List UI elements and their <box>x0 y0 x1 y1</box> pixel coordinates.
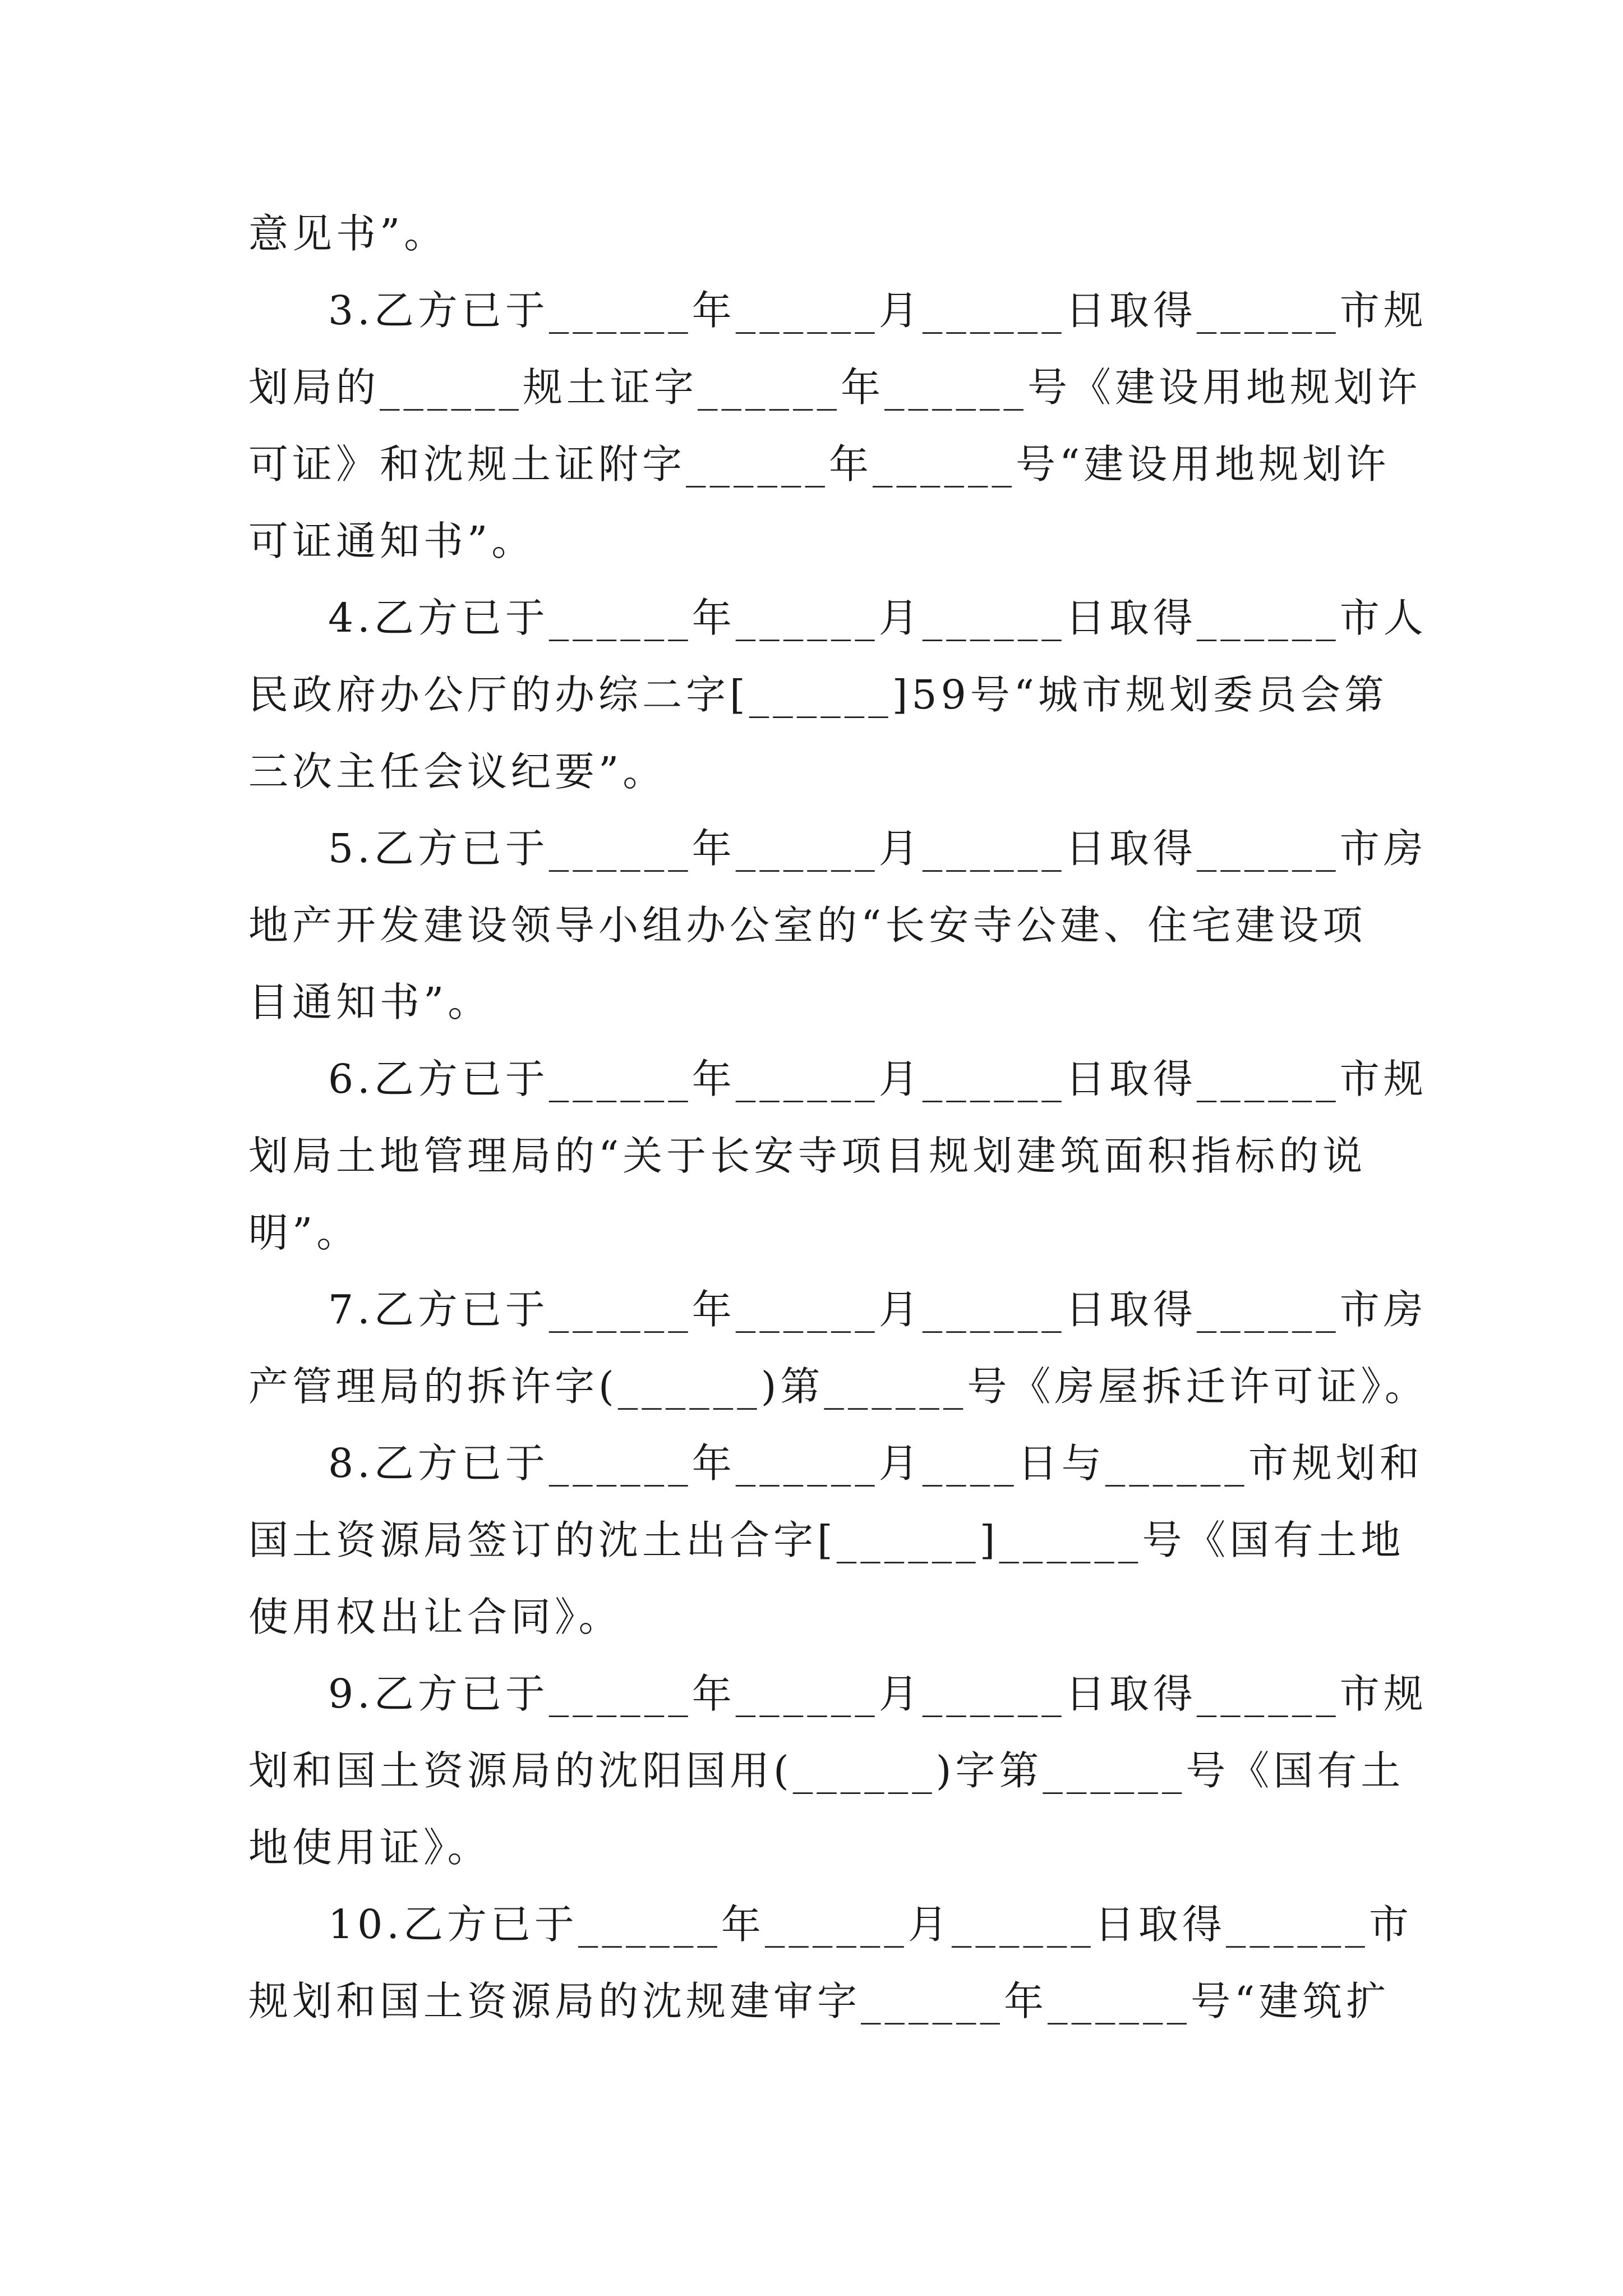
text-line: 目通知书”。 <box>248 979 492 1025</box>
text-line: 地产开发建设领导小组办公室的“长安寺公建、住宅建设项 <box>248 902 1367 949</box>
text-line: 民政府办公厅的办综二字[______]59号“城市规划委员会第 <box>248 671 1389 718</box>
text-line: 9.乙方已于______年______月______日取得______市规 <box>328 1671 1427 1717</box>
text-line: 3.乙方已于______年______月______日取得______市规 <box>328 287 1427 334</box>
text-line: 地使用证》。 <box>248 1824 491 1871</box>
text-line: 产管理局的拆许字(______)第______号《房屋拆迁许可证》。 <box>248 1363 1428 1410</box>
text-line: 划局土地管理局的“关于长安寺项目规划建筑面积指标的说 <box>248 1133 1367 1179</box>
text-line: 三次主任会议纪要”。 <box>248 748 667 795</box>
text-line: 国土资源局签订的沈土出合字[______]______号《国有土地 <box>248 1517 1405 1563</box>
text-line: 7.乙方已于______年______月______日取得______市房 <box>328 1286 1427 1333</box>
document-body <box>248 195 1428 2040</box>
text-line: 8.乙方已于______年______月____日与______市规划和 <box>328 1440 1423 1487</box>
text-line: 4.乙方已于______年______月______日取得______市人 <box>328 595 1427 641</box>
text-line: 划局的______规土证字______年______号《建设用地规划许 <box>248 364 1422 411</box>
text-line: 使用权出让合同》。 <box>248 1594 623 1640</box>
text-line: 可证》和沈规土证附字______年______号“建设用地规划许 <box>248 441 1390 487</box>
text-line: 规划和国土资源局的沈规建审字______年______号“建筑扩 <box>248 1978 1390 2024</box>
text-line: 6.乙方已于______年______月______日取得______市规 <box>328 1056 1427 1102</box>
text-line: 划和国土资源局的沈阳国用(______)字第______号《国有土 <box>248 1747 1405 1794</box>
text-line: 5.乙方已于______年______月______日取得______市房 <box>328 825 1427 872</box>
text-line: 可证通知书”。 <box>248 518 536 564</box>
text-line: 10.乙方已于______年______月______日取得______市 <box>328 1901 1413 1948</box>
text-line: 明”。 <box>248 1209 361 1256</box>
text-line: 意见书”。 <box>248 210 448 257</box>
